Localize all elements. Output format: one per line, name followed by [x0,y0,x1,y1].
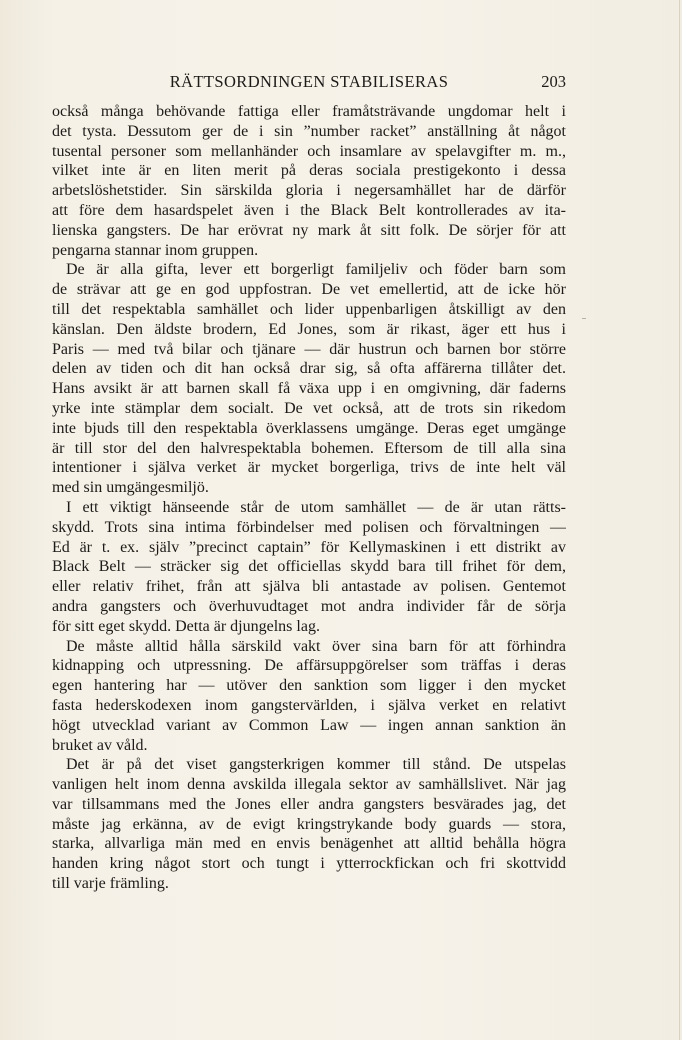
text-line: andra gangsters och överhuvudtaget mot andra individer får de sörja [52,597,566,615]
text-line: fasta hederskodexen inom gangstervärlden, i själva verket en relativt [52,696,566,714]
text-line: Det är på det viset gangsterkrigen kommer till stånd. De utspelas [66,756,566,774]
text-line: yrke inte stämplar dem socialt. De vet också, att de trots sin rikedom [52,399,566,417]
text-line: Black Belt — sträcker sig det officiellas skydd bara till frihet för dem, [52,558,566,576]
text-line: måste jag erkänna, av de evigt kringstrykande body guards — stora, [52,815,566,833]
paragraph [52,103,566,261]
paper-speck [582,318,586,319]
text-line: skydd. Trots sina intima förbindelser med polisen och förvaltningen — [52,518,566,536]
paragraph [52,756,566,895]
text-line: det tysta. Dessutom ger de i sin ”number racket” anställning åt något [52,122,566,140]
text-line: kidnapping och utpressning. De affärsuppgörelser som träffas i deras [52,657,566,675]
text-line: De måste alltid hålla särskild vakt över sina barn för att förhindra [66,637,566,655]
text-line: till varje främling. [52,875,169,893]
text-line: högt utvecklad variant av Common Law — ingen annan sanktion än [52,716,566,734]
text-line: för sitt eget skydd. Detta är djungelns lag. [52,617,320,635]
text-line: Hans avsikt är att barnen skall få växa upp i en omgivning, där faderns [52,380,566,398]
page-number: 203 [541,72,566,91]
running-title: RÄTTSORDNINGEN STABILISERAS [169,72,449,91]
text-line: är till stor del den halvrespektabla bohemen. Eftersom de till alla sina [52,439,566,457]
text-line: inte bjuds till den respektabla överklassens umgänge. Deras eget umgänge [52,419,566,437]
text-line: intentioner i själva verket är mycket borgerliga, trivs de inte helt väl [52,459,566,477]
paragraph-list [52,103,566,895]
text-line: egen hantering har — utöver den sanktion som ligger i den mycket [52,677,566,695]
text-line: de strävar att ge en god uppfostran. De vet emellertid, att de icke hör [52,281,566,299]
text-line: bruket av våld. [52,736,148,754]
text-line: delen av tiden och dit han också drar sig, så ofta affärerna tillåter det. [52,360,566,378]
text-line: att före dem hasardspelet även i the Black Belt kontrollerades av ita- [52,201,566,219]
text-line: vilket inte är en liten merit på deras sociala prestigekonto i dessa [52,162,566,180]
page-header [52,72,566,94]
text-line: vanligen helt inom denna avskilda illegala sektor av samhällslivet. När jag [52,776,566,794]
text-line: tusental personer som mellanhänder och insamlare av spelavgifter m. m., [52,142,566,160]
text-line: med sin umgängesmiljö. [52,479,209,497]
paragraph [52,638,566,757]
text-line: känslan. Den äldste brodern, Ed Jones, som är rikast, äger ett hus i [52,320,566,338]
page-edge [679,0,680,1040]
text-line: till det respektabla samhället och lider uppenbarligen åtskilligt av den [52,300,566,318]
text-line: pengarna stannar inom gruppen. [52,241,259,259]
text-line: också många behövande fattiga eller framåtsträvande ungdomar helt i [52,103,566,120]
paragraph [52,261,566,499]
text-line: I ett viktigt hänseende står de utom samhället — de är utan rätts- [66,498,566,516]
paragraph [52,499,566,638]
text-line: handen kring något stort och tungt i ytterrockfickan och fri skottvidd [52,855,566,873]
text-line: arbetslöshetstider. Sin särskilda gloria i negersamhället har de därför [52,182,566,200]
body-text [52,103,566,895]
text-line: Paris — med två bilar och tjänare — där hustrun och barnen bor större [52,340,566,358]
text-line: eller relativ frihet, från att själva bli antastade av polisen. Gentemot [52,578,566,596]
text-line: starka, allvarliga män med en envis benägenhet att alltid behålla högra [52,835,566,853]
text-line: lienska gangsters. De har erövrat ny mark åt sitt folk. De sörjer för att [52,221,566,239]
text-line: De är alla gifta, lever ett borgerligt familjeliv och föder barn som [66,261,566,279]
text-line: var tillsammans med the Jones eller andra gangsters besvärades jag, det [52,795,566,813]
text-line: Ed är t. ex. själv ”precinct captain” för Kellymaskinen i ett distrikt av [52,538,566,556]
